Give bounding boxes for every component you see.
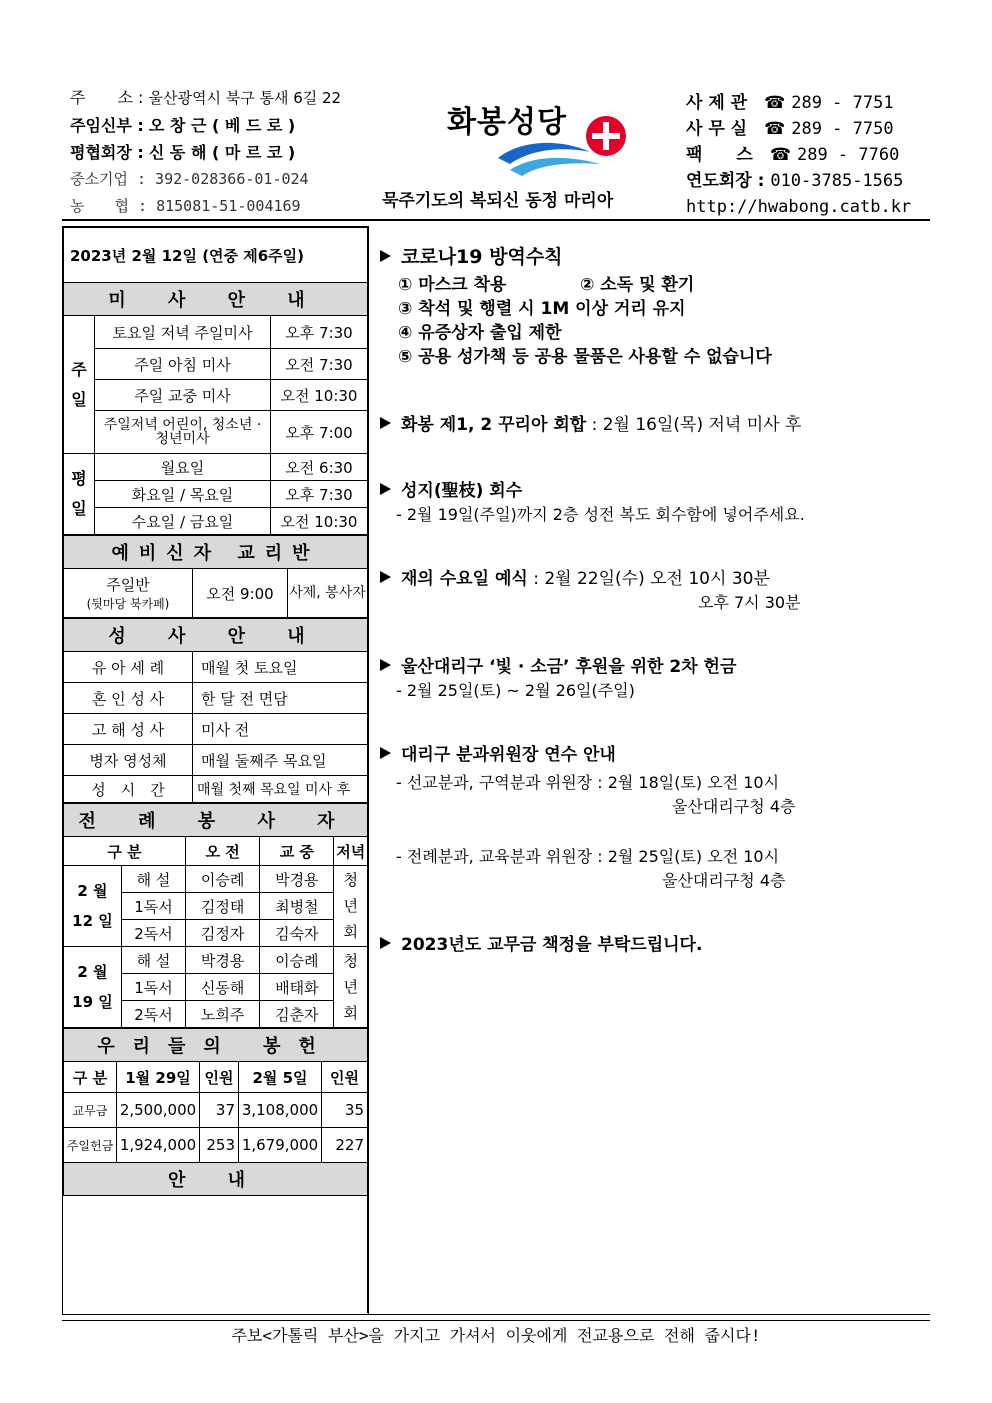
covid-item: ④ 유증상자 출입 제한 [398,323,562,343]
offering-title: 우리들의 봉헌 [64,1029,368,1062]
motto: 묵주기도의 복되신 동정 마리아 [382,191,614,211]
catechumen-title: 예비신자 교리반 [64,536,368,569]
sacrament-title: 성 사 안 내 [64,619,368,652]
sacrament-name: 고 해 성 사 [64,714,193,745]
liturgy-head: 저녁 [334,837,368,866]
offering-name: 교무금 [64,1093,117,1128]
catechumen-class: 주일반 (뒷마당 북카페) [64,569,193,618]
mass-name: 주일저녁 어린이, 청소년 · 청년미사 [95,411,271,454]
mass-time: 오전 7:30 [271,349,368,380]
mass-time: 오전 10:30 [271,508,368,535]
offering-head: 1월 29일 [117,1062,200,1093]
liturgy-am: 신동해 [186,974,260,1001]
arrow-icon [380,483,391,495]
offering-count: 37 [200,1093,239,1128]
liturgy-main: 배태화 [260,974,334,1001]
header-info [70,84,341,220]
liturgy-am: 박경용 [186,947,260,974]
offering-value: 1,924,000 [117,1128,200,1163]
mass-name: 주일 교중 미사 [95,380,271,411]
contact-info [686,90,911,220]
covid-heading: 코로나19 방역수칙 [380,242,563,269]
notice-training: 대리구 분과위원장 연수 안내 [380,740,616,765]
offering-name: 주일헌금 [64,1128,117,1163]
liturgy-title: 전 례 봉 사 자 [64,804,368,837]
mass-time: 오후 7:30 [271,316,368,349]
office-label: 사 무 실 [686,119,748,139]
notice-palm-detail: - 2월 19일(주일)까지 2층 성전 복도 회수함에 넣어주세요. [396,505,805,524]
liturgy-am: 이승례 [186,866,260,893]
liturgy-main: 박경용 [260,866,334,893]
liturgy-evening: 청년회 [334,947,368,1028]
sacrament-when: 매월 첫 토요일 [193,652,368,683]
sacrament-name: 혼 인 성 사 [64,683,193,714]
phone-icon: ☎ [764,119,786,139]
liturgy-head: 구 분 [64,837,186,866]
offering-head: 인원 [322,1062,368,1093]
catechumen-place: (뒷마당 북카페) [86,597,170,611]
notice-training-place: 울산대리구청 4층 [672,797,796,816]
liturgy-head: 오 전 [186,837,260,866]
footer-divider [62,1314,930,1315]
header-divider [62,219,930,221]
liturgy-role: 해 설 [121,947,185,974]
rectory-label: 사 제 관 [686,93,748,113]
sacrament-when: 미사 전 [193,714,368,745]
liturgy-role: 2독서 [121,1001,185,1028]
pastor-name: 오 창 근 ( 베 드 로 ) [148,116,296,135]
arrow-icon [380,659,391,671]
liturgy-main: 김숙자 [260,920,334,947]
notice-second-collection: 울산대리구 ‘빛 · 소금’ 후원을 위한 2차 헌금 [380,652,736,677]
footer-divider [62,1320,930,1321]
catechumen-time: 오전 9:00 [193,569,288,618]
notice-training-detail: - 전례분과, 교육분과 위원장 : 2월 25일(토) 오전 10시 [396,847,780,866]
council-label: 평협회장 : [70,143,144,162]
covid-item: ③ 착석 및 행렬 시 1M 이상 거리 유지 [398,299,686,319]
liturgy-role: 1독서 [121,893,185,920]
mass-time: 오후 7:30 [271,481,368,508]
account-2: 농 협 : 815081-51-004169 [70,197,301,215]
offering-count: 35 [322,1093,368,1128]
notice-training-detail: - 선교분과, 구역분과 위원장 : 2월 18일(토) 오전 10시 [396,773,780,792]
weekday-side-label: 평일 [64,454,95,535]
sacrament-table [63,618,368,803]
mass-name: 주일 아침 미사 [95,349,271,380]
mass-name: 월요일 [95,454,271,481]
address-label: 주 소 : [70,88,144,107]
liturgy-main: 최병철 [260,893,334,920]
office-number: 289 - 7750 [791,119,894,139]
fax-number: 289 - 7760 [796,145,900,165]
offering-head: 인원 [200,1062,239,1093]
liturgy-am: 김정자 [186,920,260,947]
catechumen-teacher: 사제, 봉사자 [288,569,368,618]
account-1: 중소기업 : 392-028366-01-024 [70,170,309,188]
liturgy-role: 1독서 [121,974,185,1001]
covid-item: ① 마스크 착용 [398,275,507,295]
sacrament-name: 성 시 간 [64,776,193,803]
notice-curia: 화봉 제1, 2 꾸리아 회합 : 2월 16일(목) 저녁 미사 후 [380,410,801,435]
notice-training-place: 울산대리구청 4층 [662,871,786,890]
covid-item: ② 소독 및 환기 [580,275,695,295]
mass-time: 오전 10:30 [271,380,368,411]
rectory-number: 289 - 7751 [791,93,894,113]
liturgy-date: 2 월 19 일 [64,947,122,1028]
offering-head: 2월 5일 [239,1062,322,1093]
offering-count: 227 [322,1128,368,1163]
liturgy-date: 2 월 12 일 [64,866,122,947]
address: 울산광역시 북구 통새 6길 22 [148,89,342,107]
bulletin-date: 2023년 2월 12일 (연중 제6주일) [64,228,368,283]
mass-name: 토요일 저녁 주일미사 [95,316,271,349]
sacrament-when: 한 달 전 면담 [193,683,368,714]
sunday-side-label: 주일 [64,316,95,454]
notice-title: 안 내 [64,1163,368,1196]
offering-value: 1,679,000 [239,1128,322,1163]
council-name: 신 동 해 ( 마 르 코 ) [148,143,296,162]
left-column [62,226,369,1315]
notice-ash-wednesday-evening: 오후 7시 30분 [698,593,801,612]
offering-value: 3,108,000 [239,1093,322,1128]
sacrament-when: 매월 첫째 목요일 미사 후 [193,776,368,803]
mass-name: 화요일 / 목요일 [95,481,271,508]
notice-second-collection-detail: - 2월 25일(토) ~ 2월 26일(주일) [396,681,635,700]
footer-text: 주보<가톨릭 부산>을 가지고 가셔서 이웃에게 전교용으로 전해 줍시다! [231,1326,761,1345]
offering-table [63,1028,368,1196]
sacrament-name: 병자 영성체 [64,745,193,776]
offering-count: 253 [200,1128,239,1163]
youth-label: 연도회장 : [686,171,765,191]
mass-title: 미 사 안 내 [64,283,368,316]
mass-time: 오후 7:00 [271,411,368,454]
mass-time: 오전 6:30 [271,454,368,481]
notice-palm: 성지(聖枝) 회수 [380,476,522,501]
sacrament-name: 유 아 세 례 [64,652,193,683]
arrow-icon [380,417,391,429]
liturgy-role: 2독서 [121,920,185,947]
phone-icon: ☎ [769,145,792,165]
phone-icon: ☎ [764,93,786,113]
notice-tithe: 2023년도 교무금 책정을 부탁드립니다. [380,930,702,955]
liturgy-evening: 청년회 [334,866,368,947]
arrow-icon [380,747,391,759]
arrow-icon [380,937,391,949]
mass-name: 수요일 / 금요일 [95,508,271,535]
covid-item: ⑤ 공용 성가책 등 공용 물품은 사용할 수 없습니다 [398,347,772,367]
mass-table [63,227,368,535]
liturgy-am: 김정태 [186,893,260,920]
offering-head: 구 분 [64,1062,117,1093]
liturgy-main: 김춘자 [260,1001,334,1028]
notice-ash-wednesday: 재의 수요일 예식 : 2월 22일(수) 오전 10시 30분 [380,564,770,589]
catechumen-table [63,535,368,618]
liturgy-table [63,803,368,1028]
liturgy-head: 교 중 [260,837,334,866]
pastor-label: 주임신부 : [70,116,144,135]
website-link[interactable]: http://hwabong.catb.kr [686,197,912,217]
liturgy-role: 해 설 [121,866,185,893]
liturgy-am: 노희주 [186,1001,260,1028]
fax-label: 팩 스 [686,145,753,165]
sacrament-when: 매월 둘째주 목요일 [193,745,368,776]
arrow-icon [380,571,391,583]
offering-value: 2,500,000 [117,1093,200,1128]
church-name: 화봉성당 [447,105,567,140]
arrow-icon [380,250,391,262]
liturgy-main: 이승례 [260,947,334,974]
youth-number: 010-3785-1565 [770,171,904,191]
